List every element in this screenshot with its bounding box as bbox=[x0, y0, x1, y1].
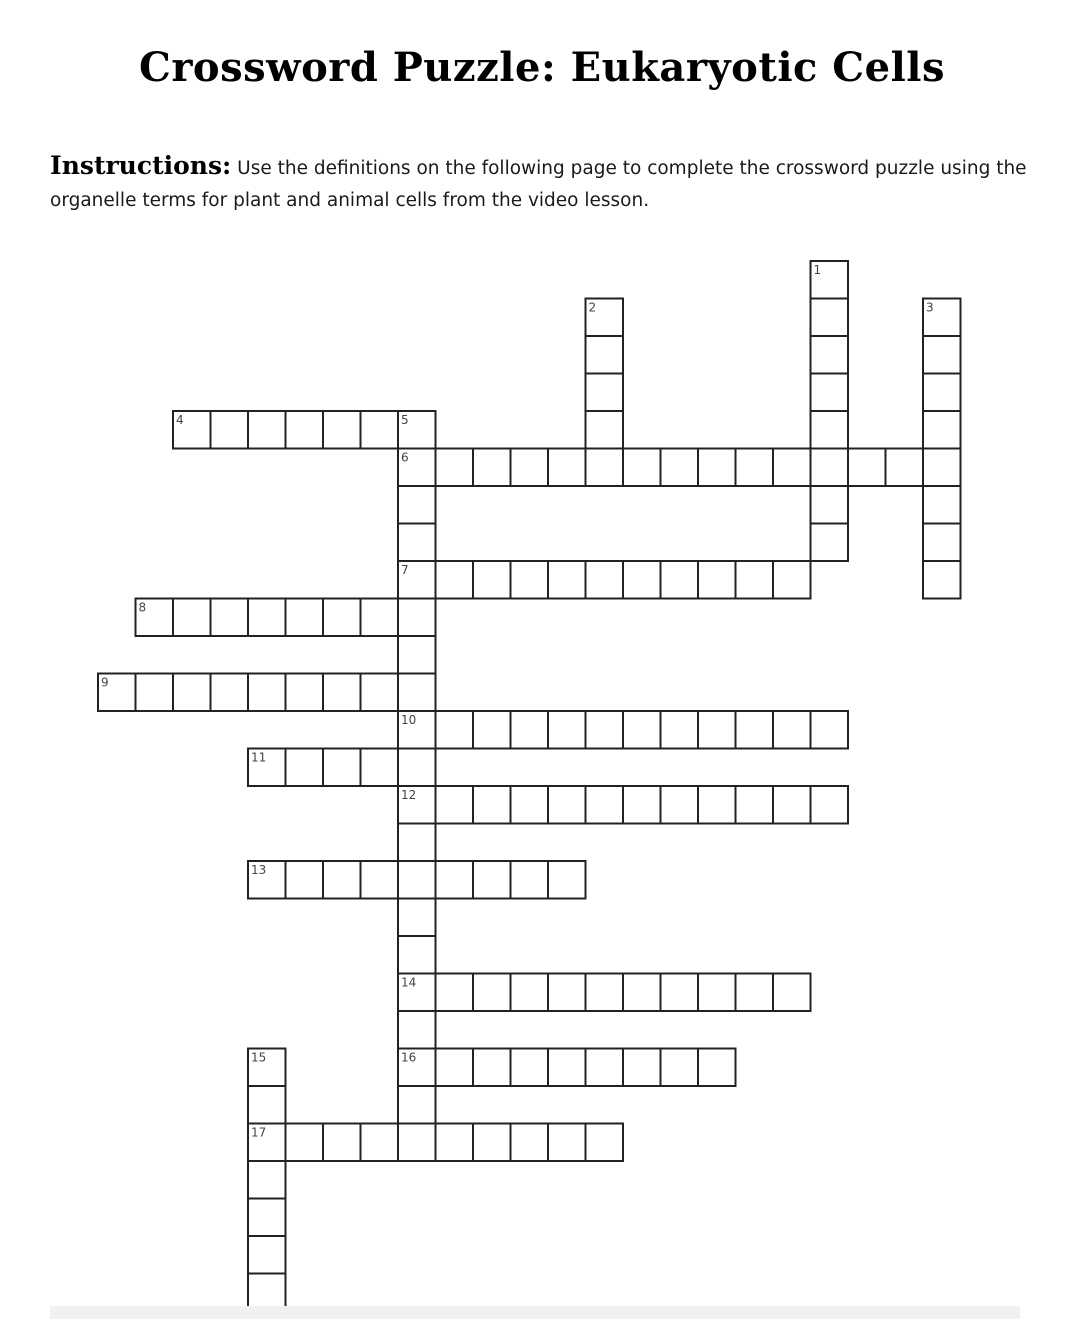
crossword-cell[interactable] bbox=[398, 936, 436, 974]
crossword-cell[interactable] bbox=[173, 674, 211, 712]
crossword-cell[interactable] bbox=[773, 974, 811, 1012]
crossword-cell[interactable] bbox=[398, 1124, 436, 1162]
crossword-cell[interactable] bbox=[586, 336, 624, 374]
crossword-cell[interactable] bbox=[698, 1049, 736, 1087]
clue-number: 6 bbox=[401, 450, 409, 465]
crossword-cell[interactable] bbox=[773, 786, 811, 824]
crossword-cell[interactable] bbox=[548, 974, 586, 1012]
crossword-cell[interactable] bbox=[436, 861, 474, 899]
crossword-cell[interactable] bbox=[586, 561, 624, 599]
crossword-cell[interactable] bbox=[361, 674, 399, 712]
crossword-cell[interactable] bbox=[398, 599, 436, 637]
crossword-cell[interactable] bbox=[923, 336, 961, 374]
crossword-cell[interactable] bbox=[548, 1049, 586, 1087]
crossword-cell[interactable] bbox=[586, 411, 624, 449]
clue-number: 4 bbox=[176, 413, 184, 427]
clue-number: 8 bbox=[138, 600, 147, 615]
crossword-cell[interactable] bbox=[811, 524, 849, 562]
crossword-cell[interactable] bbox=[398, 749, 436, 787]
crossword-cell[interactable] bbox=[436, 711, 474, 749]
crossword-cell[interactable] bbox=[436, 449, 474, 487]
crossword-cell[interactable] bbox=[923, 411, 961, 449]
crossword-cell[interactable] bbox=[811, 486, 849, 524]
crossword-cell[interactable] bbox=[361, 861, 399, 899]
clue-number: 14 bbox=[401, 975, 417, 990]
crossword-cell[interactable] bbox=[473, 711, 511, 749]
crossword-cell[interactable] bbox=[323, 1124, 361, 1162]
crossword-cell[interactable] bbox=[511, 1124, 549, 1162]
crossword-cell[interactable] bbox=[436, 561, 474, 599]
page-title: Crossword Puzzle: Eukaryotic Cells bbox=[139, 44, 945, 91]
crossword-cell[interactable] bbox=[548, 1124, 586, 1162]
crossword-cell[interactable] bbox=[586, 974, 624, 1012]
crossword-cell[interactable] bbox=[661, 561, 699, 599]
crossword-cell[interactable] bbox=[323, 411, 361, 449]
crossword-cell[interactable] bbox=[811, 711, 849, 749]
crossword-cell[interactable] bbox=[698, 449, 736, 487]
crossword-cell[interactable] bbox=[398, 1011, 436, 1049]
crossword-cell[interactable] bbox=[211, 599, 249, 637]
clue-number: 15 bbox=[251, 1050, 267, 1065]
crossword-cell[interactable] bbox=[586, 449, 624, 487]
crossword-cell[interactable] bbox=[248, 1161, 286, 1199]
crossword-cell[interactable] bbox=[248, 1236, 286, 1274]
crossword-cell[interactable] bbox=[361, 411, 399, 449]
crossword-cell[interactable] bbox=[736, 449, 774, 487]
crossword-cell[interactable] bbox=[436, 974, 474, 1012]
crossword-cell[interactable] bbox=[398, 861, 436, 899]
crossword-cell[interactable] bbox=[398, 1086, 436, 1124]
crossword-cell[interactable] bbox=[398, 899, 436, 937]
crossword-cell[interactable] bbox=[923, 524, 961, 562]
crossword-cell[interactable] bbox=[886, 449, 924, 487]
crossword-cell[interactable] bbox=[511, 449, 549, 487]
crossword-cell[interactable] bbox=[323, 861, 361, 899]
crossword-cell[interactable] bbox=[661, 711, 699, 749]
crossword-cell[interactable] bbox=[736, 561, 774, 599]
clue-number: 12 bbox=[401, 788, 417, 802]
crossword-cell[interactable] bbox=[548, 786, 586, 824]
clue-number: 13 bbox=[251, 863, 267, 877]
crossword-cell[interactable] bbox=[661, 449, 699, 487]
crossword-cell[interactable] bbox=[586, 711, 624, 749]
crossword-cell[interactable] bbox=[436, 1124, 474, 1162]
instructions-label: Instructions: bbox=[50, 151, 232, 180]
crossword-cell[interactable] bbox=[736, 711, 774, 749]
crossword-cell[interactable] bbox=[248, 599, 286, 637]
crossword-cell[interactable] bbox=[623, 1049, 661, 1087]
crossword-cell[interactable] bbox=[736, 974, 774, 1012]
crossword-cell[interactable] bbox=[586, 1124, 624, 1162]
crossword-cell[interactable] bbox=[548, 861, 586, 899]
crossword-cell[interactable] bbox=[511, 711, 549, 749]
crossword-cell[interactable] bbox=[623, 561, 661, 599]
crossword-cell[interactable] bbox=[248, 674, 286, 712]
crossword-cell[interactable] bbox=[398, 674, 436, 712]
crossword-cell[interactable] bbox=[398, 524, 436, 562]
crossword-cell[interactable] bbox=[473, 1124, 511, 1162]
crossword-cell[interactable] bbox=[361, 599, 399, 637]
crossword-cell[interactable] bbox=[473, 449, 511, 487]
crossword-cell[interactable] bbox=[736, 786, 774, 824]
crossword-cell[interactable] bbox=[698, 711, 736, 749]
crossword-cell[interactable] bbox=[211, 674, 249, 712]
crossword-cell[interactable] bbox=[323, 749, 361, 787]
clue-number: 9 bbox=[101, 675, 109, 690]
clue-number: 1 bbox=[813, 263, 822, 277]
crossword-cell[interactable] bbox=[211, 411, 249, 449]
crossword-cell[interactable] bbox=[473, 786, 511, 824]
crossword-cell[interactable] bbox=[811, 336, 849, 374]
crossword-cell[interactable] bbox=[586, 374, 624, 412]
crossword-cell[interactable] bbox=[923, 486, 961, 524]
crossword-cell[interactable] bbox=[323, 599, 361, 637]
page-bottom-shadow bbox=[50, 1306, 1020, 1319]
crossword-cell[interactable] bbox=[698, 974, 736, 1012]
crossword-cell[interactable] bbox=[286, 1124, 324, 1162]
crossword-cell[interactable] bbox=[661, 1049, 699, 1087]
crossword-cell[interactable] bbox=[473, 861, 511, 899]
crossword-cell[interactable] bbox=[248, 1086, 286, 1124]
crossword-cell[interactable] bbox=[623, 449, 661, 487]
crossword-cell[interactable] bbox=[173, 599, 211, 637]
crossword-cell[interactable] bbox=[923, 449, 961, 487]
crossword-cell[interactable] bbox=[811, 449, 849, 487]
clue-number: 17 bbox=[251, 1125, 267, 1140]
crossword-cell[interactable] bbox=[923, 561, 961, 599]
crossword-cell[interactable] bbox=[473, 561, 511, 599]
crossword-cell[interactable] bbox=[773, 711, 811, 749]
crossword-cell[interactable] bbox=[511, 1049, 549, 1087]
crossword-cell[interactable] bbox=[811, 786, 849, 824]
crossword-cell[interactable] bbox=[623, 974, 661, 1012]
crossword-cell[interactable] bbox=[773, 561, 811, 599]
crossword-cell[interactable] bbox=[511, 786, 549, 824]
clue-number: 2 bbox=[588, 300, 597, 315]
clue-number: 5 bbox=[401, 413, 409, 427]
crossword-cell[interactable] bbox=[511, 561, 549, 599]
crossword-cell[interactable] bbox=[586, 786, 624, 824]
crossword-cell[interactable] bbox=[286, 411, 324, 449]
crossword-cell[interactable] bbox=[361, 1124, 399, 1162]
crossword-cell[interactable] bbox=[848, 449, 886, 487]
crossword-cell[interactable] bbox=[661, 974, 699, 1012]
crossword-cell[interactable] bbox=[548, 561, 586, 599]
crossword-cell[interactable] bbox=[323, 674, 361, 712]
crossword-cell[interactable] bbox=[436, 786, 474, 824]
crossword-cell[interactable] bbox=[248, 1199, 286, 1237]
crossword-cell[interactable] bbox=[811, 411, 849, 449]
crossword-cell[interactable] bbox=[136, 674, 174, 712]
crossword-cell[interactable] bbox=[286, 861, 324, 899]
crossword-cell[interactable] bbox=[398, 486, 436, 524]
crossword-cell[interactable] bbox=[811, 299, 849, 337]
crossword-cell[interactable] bbox=[436, 1049, 474, 1087]
clue-number: 11 bbox=[251, 750, 267, 765]
crossword-cell[interactable] bbox=[248, 411, 286, 449]
crossword-cell[interactable] bbox=[361, 749, 399, 787]
crossword-cell[interactable] bbox=[548, 449, 586, 487]
crossword-cell[interactable] bbox=[773, 449, 811, 487]
instructions-text: Use the definitions on the following page to complete the crossword puzzle using the organelle terms for plant and animal cells from the video lesson. bbox=[50, 158, 1027, 211]
crossword-cell[interactable] bbox=[398, 824, 436, 862]
clue-number: 16 bbox=[401, 1050, 417, 1065]
crossword-cell[interactable] bbox=[623, 786, 661, 824]
crossword-cell[interactable] bbox=[511, 861, 549, 899]
crossword-cell[interactable] bbox=[473, 1049, 511, 1087]
crossword-cell[interactable] bbox=[661, 786, 699, 824]
crossword-cell[interactable] bbox=[286, 749, 324, 787]
crossword-cell[interactable] bbox=[623, 711, 661, 749]
crossword-cell[interactable] bbox=[511, 974, 549, 1012]
crossword-cell[interactable] bbox=[811, 374, 849, 412]
clue-number: 3 bbox=[926, 300, 934, 315]
crossword-cell[interactable] bbox=[698, 561, 736, 599]
crossword-cell[interactable] bbox=[398, 636, 436, 674]
crossword-cell[interactable] bbox=[586, 1049, 624, 1087]
clue-number: 7 bbox=[401, 563, 409, 577]
crossword-cell[interactable] bbox=[473, 974, 511, 1012]
crossword-cell[interactable] bbox=[923, 374, 961, 412]
crossword-cell[interactable] bbox=[286, 674, 324, 712]
crossword-cell[interactable] bbox=[698, 786, 736, 824]
clue-number: 10 bbox=[401, 713, 417, 727]
crossword-cell[interactable] bbox=[548, 711, 586, 749]
crossword-cell[interactable] bbox=[286, 599, 324, 637]
